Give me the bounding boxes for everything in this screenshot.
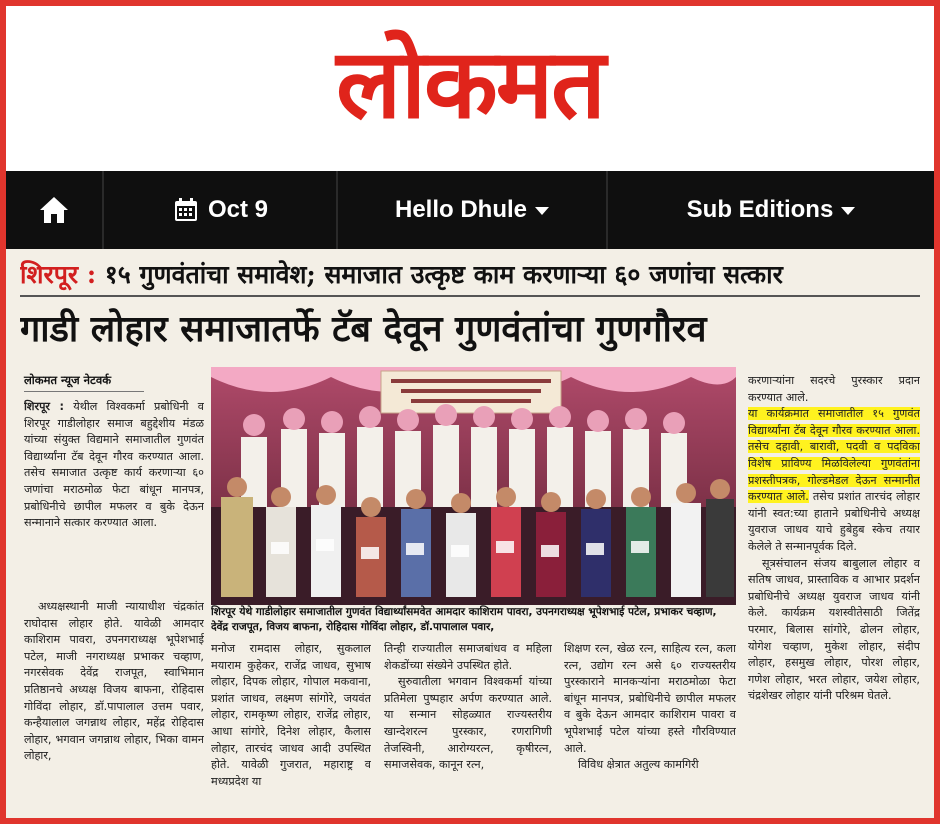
column-2: मनोज रामदास लोहार, सुकलाल मयाराम कुहेकर, राजेंद्र जाधव, सुभाष लोहार, दिपक लोहार, गोपाल मकवाना, प्रशांत जाधव, लक्ष्मण सांगोरे, जयवंत लोहार, रामकृष्ण लोहार, राजेंद्र लोहार, आधा सांगोरे, दिनेश लोहार, कैलास लोहार, तारचंद जाधव आदी उपस्थित होते. यावेळी गुजरात, महाराष्ट्र व मध्यप्रदेश या	[211, 642, 371, 788]
calendar-icon	[172, 196, 200, 224]
headline-rule	[20, 295, 920, 297]
edition-dropdown[interactable]	[338, 171, 606, 249]
column-1-top-text: येथील विश्वकर्मा प्रबोधिनी व शिरपूर गाडीलोहार समाज बहुद्देशीय मंडळ यांच्या संयुक्त विद्यमाने समाजातील गुणवंत विद्यार्थ्यांना टॅब देवून गौरव करण्यात आला. तसेच समाजात उत्कृष्ट कार्य करणाऱ्या ६० जणांचा मराठमोळ फेटा बांधून मानपत्र, प्रबोधिनीचे छापील मफलर व बुके देऊन सन्मानाने सत्कार करण्यात आला.	[24, 400, 204, 530]
masthead	[6, 6, 934, 171]
column-3-text: तिन्ही राज्यातील समाजबांधव व महिला शेकडोंच्या संख्येने उपस्थित होते.	[384, 642, 552, 672]
lokmat-logo[interactable]: लोकमत	[336, 28, 604, 140]
column-1-bottom: अध्यक्षस्थानी माजी न्यायाधीश चंद्रकांत राघोदास लोहार होते. यावेळी आमदार काशिराम पावरा, उपनगराध्यक्ष भूपेशभाई पटेल, माजी नगराध्यक्ष प्रभाकर चव्हाण, नगरसेवक देवेंद्र राजपूत, स्वाभिमान प्रतिष्ठानचे अध्यक्ष विजय बाफना, रोहिदास गोविंदा लोहार, डॉ.पापालाल उत्तम पवार, कन्हैयालाल जगन्नाथ लोहार, महेंद्र रोहिदास लोहार, भगवान जगन्नाथ लोहार, भिका वामन लोहार,	[24, 600, 204, 763]
edition-label: Hello Dhule	[394, 196, 527, 223]
event-photo	[211, 367, 736, 605]
subheadline-text: १५ गुणवंतांचा समावेश; समाजात उत्कृष्ट काम करणाऱ्या ६० जणांचा सत्कार	[96, 260, 783, 289]
home-button[interactable]	[6, 171, 102, 249]
main-headline: गाडी लोहार समाजातर्फे टॅब देवून गुणवंतांचा गुणगौरव	[20, 309, 707, 350]
chevron-down-icon	[841, 207, 855, 215]
date-selector[interactable]	[104, 171, 336, 249]
sub-editions-dropdown[interactable]	[608, 171, 934, 249]
column-5-bottom: सूत्रसंचालन संजय बाबुलाल लोहार व सतिष जाधव, प्रास्ताविक व आभार प्रदर्शन प्रबोधिनीचे अध्यक्ष युवराज जाधव यांनी केले. कार्यक्रम यशस्वीतेसाठी जितेंद्र परमार, बिलास सांगोरे, ढोलन लोहार, योगेश चव्हाण, मुकेश लोहार, संदीप लोहार, हसमुख लोहार, पोरश लोहार, गणेश लोहार, भरत लोहार, जयेश लोहार, चंद्रशेखर लोहार यांनी परिश्रम घेतले.	[748, 556, 920, 703]
subheadline	[20, 255, 920, 295]
column-4	[564, 641, 736, 813]
home-icon	[38, 195, 70, 225]
sub-editions-label: Sub Editions	[686, 196, 834, 223]
byline: लोकमत न्यूज नेटवर्क	[24, 373, 112, 387]
photo-caption: शिरपूर येथे गाडीलोहार समाजातील गुणवंत विद्यार्थ्यांसमवेत आमदार काशिराम पावरा, उपनगराध्यक्ष भूपेशभाई पटेल, प्रभाकर चव्हाण, देवेंद्र राजपूत, विजय बाफना, रोहिदास गोविंदा लोहार, डॉ.पापालाल पवार,	[211, 606, 717, 633]
byline-rule	[24, 391, 144, 392]
column-5	[748, 373, 920, 813]
column-3-paragraph: सुरुवातीला भगवान विश्वकर्मा यांच्या प्रतिमेला पुष्पहार अर्पण करण्यात आले. या सन्मान सोहळ्यात राज्यस्तरीय खान्देशरत्न पुरस्कार, रणरागिणी तेजस्विनी, आरोग्यरत्न, कृषीरत्न, समाजसेवक, कानून रत्न,	[384, 675, 552, 772]
newspaper-clipping	[6, 249, 934, 818]
chevron-down-icon	[535, 207, 549, 215]
dateline: शिरपूर :	[24, 400, 65, 413]
event-photo-graphic	[211, 367, 736, 605]
column-4-paragraph: विविध क्षेत्रात अतुल्य कामगिरी	[578, 758, 699, 772]
column-5-top: करणाऱ्यांना सदरचे पुरस्कार प्रदान करण्यात आले.	[748, 374, 920, 404]
highlighted-text: या कार्यक्रमात समाजातील १५ गुणवंत विद्यार्थ्यांना टॅब देवून गौरव करण्यात आला. तसेच दहावी, बारावी, पदवी व पदविका विशेष प्राविण्य मिळविलेल्या गुणवंतांना प्रशस्तीपत्रक, गोल्डमेडल देऊन सन्मानीत करण्यात आले.	[748, 407, 920, 504]
nav-bar	[6, 171, 934, 249]
column-3	[384, 641, 552, 813]
date-label: Oct 9	[207, 196, 269, 223]
column-5-mid: तसेच प्रशांत तारचंद लोहार यांनी स्वत:च्या हाताने प्रबोधिनीचे अध्यक्ष युवराज जाधव याचे हुबेहुब स्केच तयार केलेले ते सन्मानपूर्वक दिले.	[748, 490, 920, 553]
subheadline-place: शिरपूर :	[20, 260, 97, 289]
column-4-text: शिक्षण रत्न, खेळ रत्न, साहित्य रत्न, कला रत्न, उद्योग रत्न असे ६० राज्यस्तरीय पुरस्काराने मानकऱ्यांना मराठमोळा फेटा बांधून मानपत्र, प्रबोधिनीचे छापील मफलर व बुके देऊन आमदार काशिराम पावरा व भूपेशभाई पटेल यांच्या हस्ते गौरविण्यात आले.	[564, 642, 736, 755]
column-1-top	[24, 399, 204, 589]
